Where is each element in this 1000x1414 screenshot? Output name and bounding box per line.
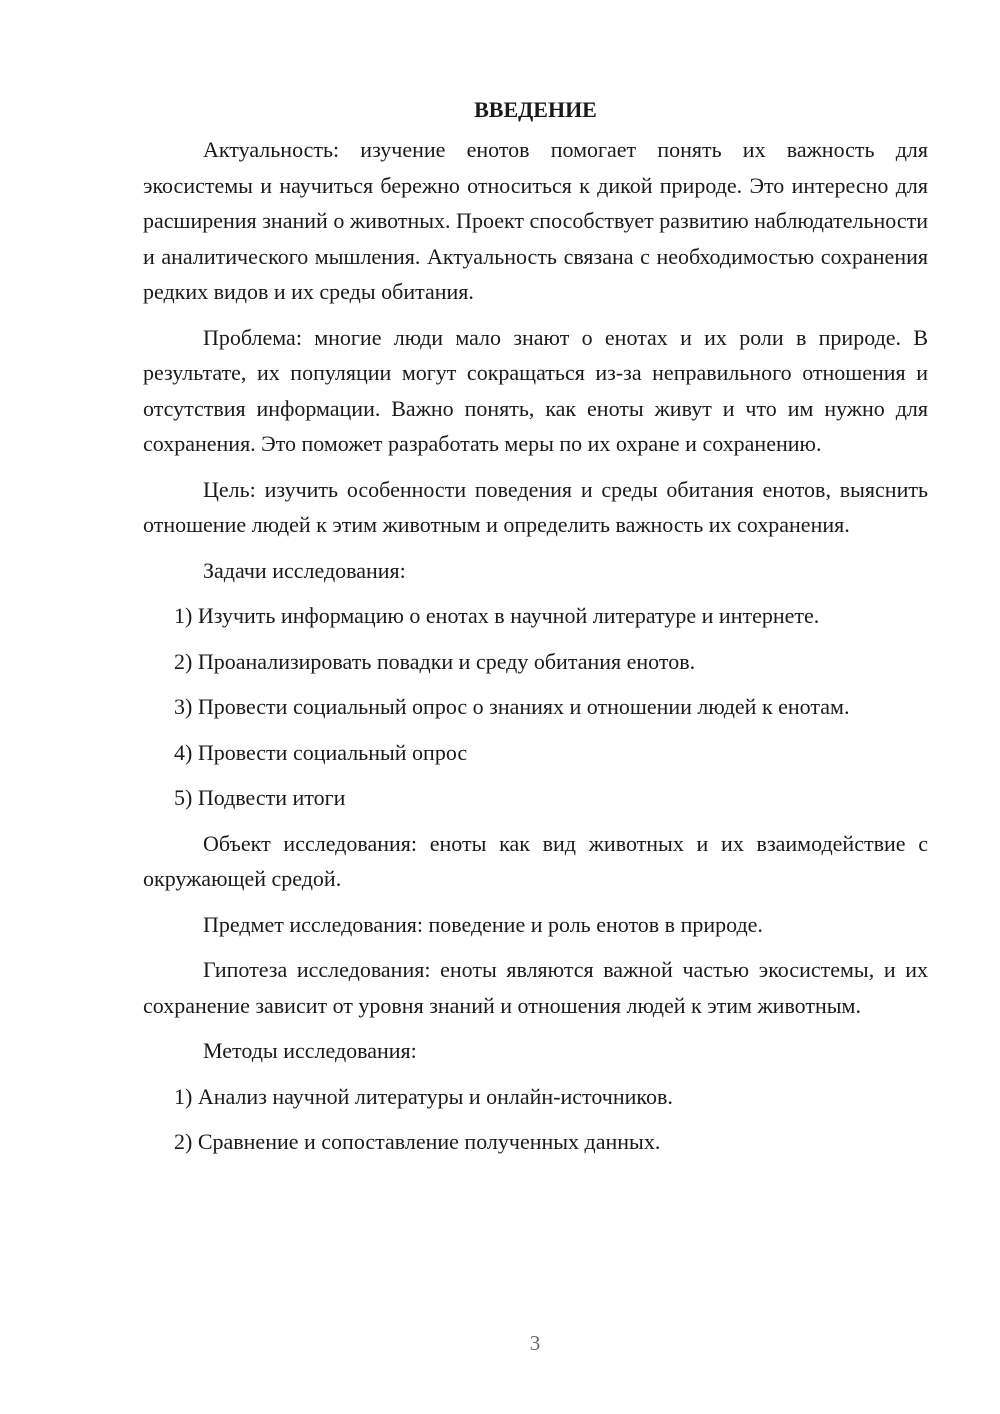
task-item-1: 1) Изучить информацию о енотах в научной литературе и интернете. bbox=[174, 603, 820, 628]
document-page bbox=[143, 92, 928, 1170]
task-item-4: 4) Провести социальный опрос bbox=[174, 739, 468, 765]
page-number: 3 bbox=[529, 1331, 541, 1355]
method-item-1: 1) Анализ научной литературы и онлайн-источников. bbox=[174, 1083, 673, 1109]
problem-paragraph: Проблема: многие люди мало знают о енотах и их роли в природе. В результате, их популяции могут сокращаться из-за неправильного отношения и отсутствия информации. Важно понять, как еноты живут и что им нужно для сохранения. Это поможет разработать меры по их охране и сохранению. bbox=[143, 324, 928, 456]
method-item-2: 2) Сравнение и сопоставление полученных данных. bbox=[174, 1129, 661, 1154]
task-item-5: 5) Подвести итоги bbox=[174, 785, 346, 810]
object-paragraph: Объект исследования: еноты как вид животных и их взаимодействие с окружающей средой. bbox=[143, 830, 928, 891]
methods-heading: Методы исследования: bbox=[203, 1038, 417, 1063]
goal-paragraph: Цель: изучить особенности поведения и среды обитания енотов, выяснить отношение людей к этим животным и определить важность их сохранения. bbox=[143, 476, 928, 537]
hypothesis-paragraph: Гипотеза исследования: еноты являются важной частью экосистемы, и их сохранение зависит от уровня знаний и отношения людей к этим животным. bbox=[143, 957, 928, 1018]
tasks-heading: Задачи исследования: bbox=[203, 557, 406, 583]
task-item-3: 3) Провести социальный опрос о знаниях и отношении людей к енотам. bbox=[174, 694, 850, 719]
relevance-paragraph: Актуальность: изучение енотов помогает понять их важность для экосистемы и научиться бережно относиться к дикой природе. Это интересно для расширения знаний о животных. Проект способствует развитию наблюдательности и аналитического мышления. Актуальность связана с необходимостью сохранения редких видов и их среды обитания. bbox=[143, 137, 928, 304]
section-title: ВВЕДЕНИЕ bbox=[474, 97, 597, 122]
task-item-2: 2) Проанализировать повадки и среду обитания енотов. bbox=[174, 648, 696, 674]
subject-paragraph: Предмет исследования: поведение и роль енотов в природе. bbox=[203, 911, 763, 937]
